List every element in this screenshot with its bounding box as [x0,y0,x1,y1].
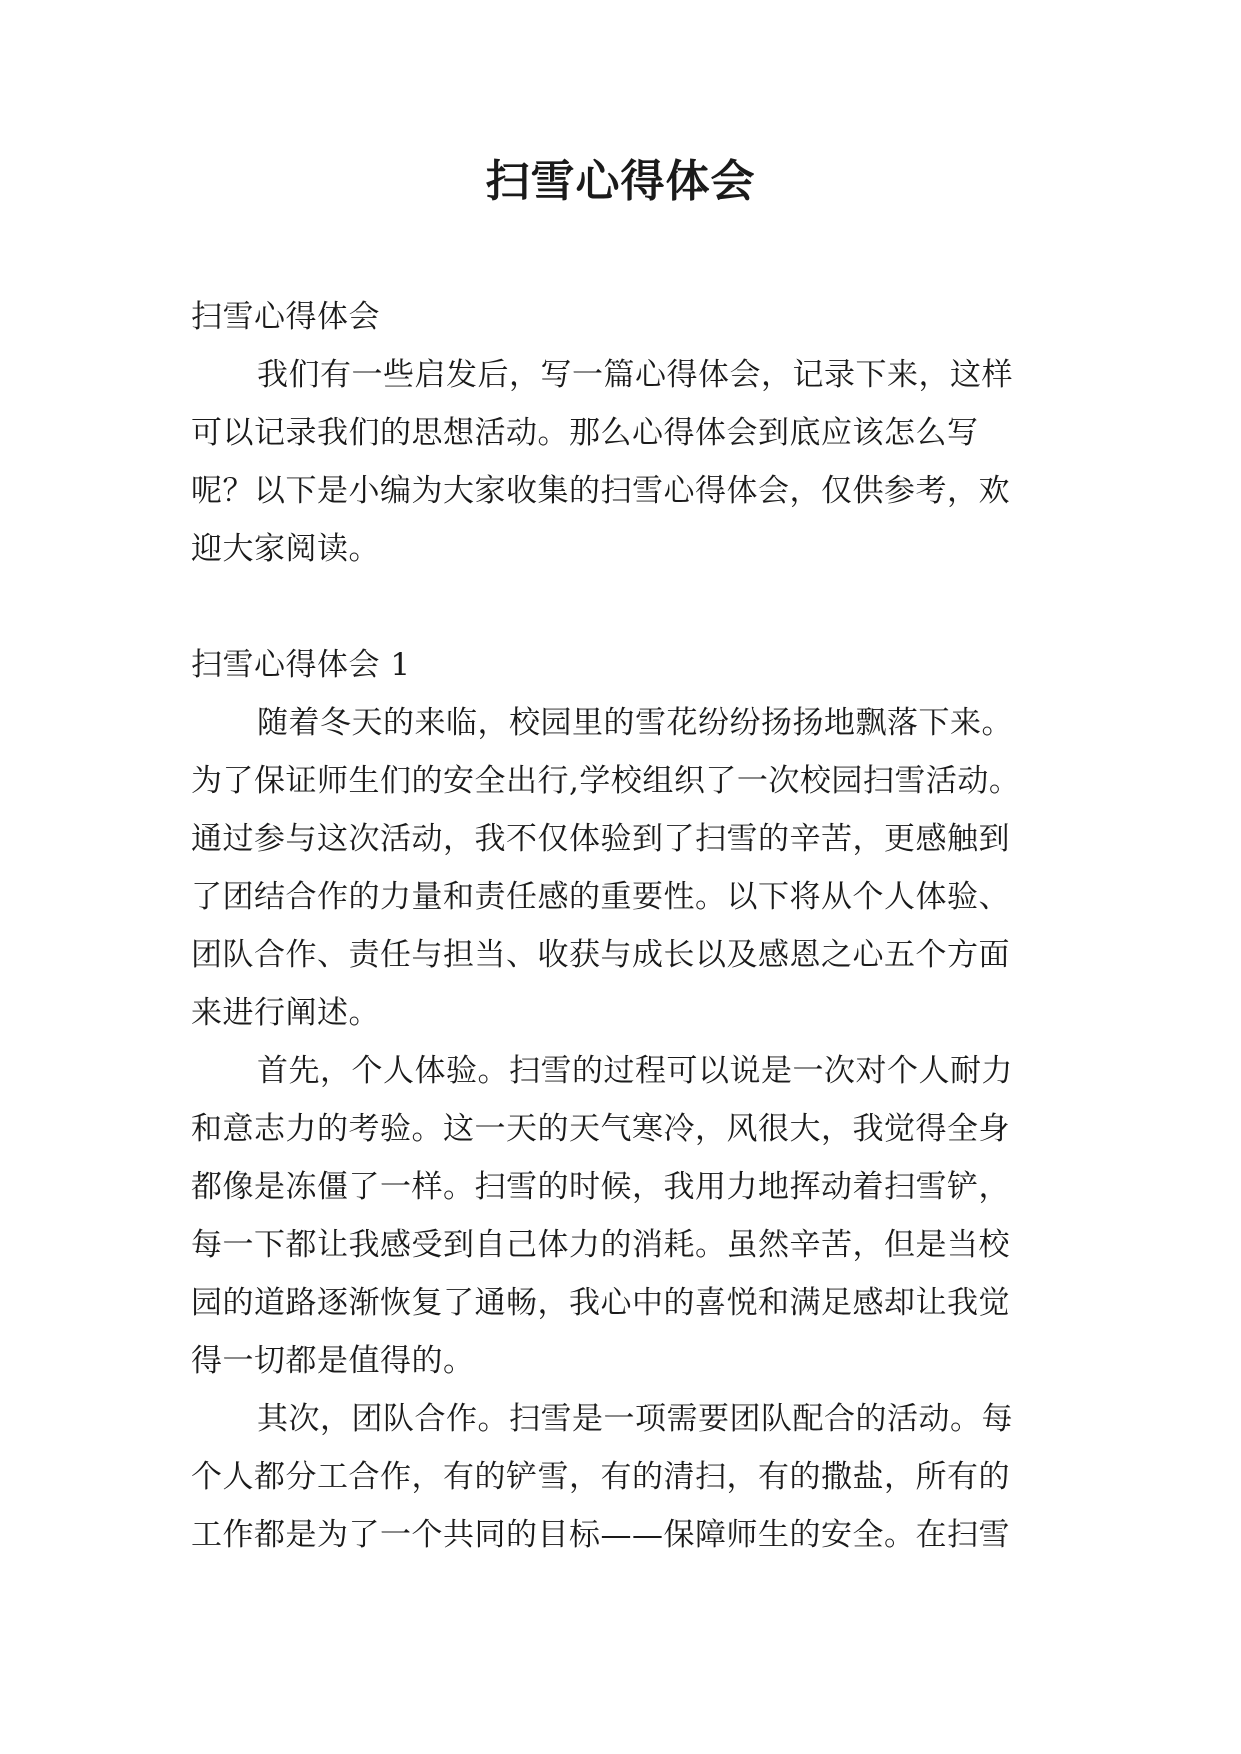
document-body [191,288,1057,1564]
text-line: 个人都分工合作，有的铲雪，有的清扫，有的撒盐，所有的 [191,1459,1010,1495]
text-line: 了团结合作的力量和责任感的重要性。以下将从个人体验、 [191,879,1010,915]
document-title: 扫雪心得体会 [485,156,756,207]
text-line: 团队合作、责任与担当、收获与成长以及感恩之心五个方面 [191,937,1010,973]
text-line: 得一切都是值得的。 [191,1343,475,1379]
text-line: 其次，团队合作。扫雪是一项需要团队配合的活动。每 [257,1401,1013,1437]
text-line: 通过参与这次活动，我不仅体验到了扫雪的辛苦，更感触到 [191,821,1010,857]
paragraph-spacer [191,578,1057,636]
text-line: 工作都是为了一个共同的目标——保障师生的安全。在扫雪 [191,1517,1010,1553]
text-line: 可以记录我们的思想活动。那么心得体会到底应该怎么写 [191,415,979,451]
text-line: 扫雪心得体会 1 [191,647,411,683]
text-line: 园的道路逐渐恢复了通畅，我心中的喜悦和满足感却让我觉 [191,1285,1010,1321]
text-line: 扫雪心得体会 [191,299,380,335]
text-line: 都像是冻僵了一样。扫雪的时候，我用力地挥动着扫雪铲， [191,1169,1010,1205]
text-line: 每一下都让我感受到自己体力的消耗。虽然辛苦，但是当校 [191,1227,1010,1263]
text-line: 和意志力的考验。这一天的天气寒冷，风很大，我觉得全身 [191,1111,1010,1147]
text-line: 呢？以下是小编为大家收集的扫雪心得体会，仅供参考，欢 [191,473,1010,509]
text-line: 迎大家阅读。 [191,531,380,567]
text-line: 来进行阐述。 [191,995,380,1031]
text-line: 首先，个人体验。扫雪的过程可以说是一次对个人耐力 [257,1053,1013,1089]
text-line: 我们有一些启发后，写一篇心得体会，记录下来，这样 [257,357,1013,393]
text-line: 随着冬天的来临，校园里的雪花纷纷扬扬地飘落下来。 [257,705,1013,741]
text-line: 为了保证师生们的安全出行,学校组织了一次校园扫雪活动。 [191,763,1021,799]
